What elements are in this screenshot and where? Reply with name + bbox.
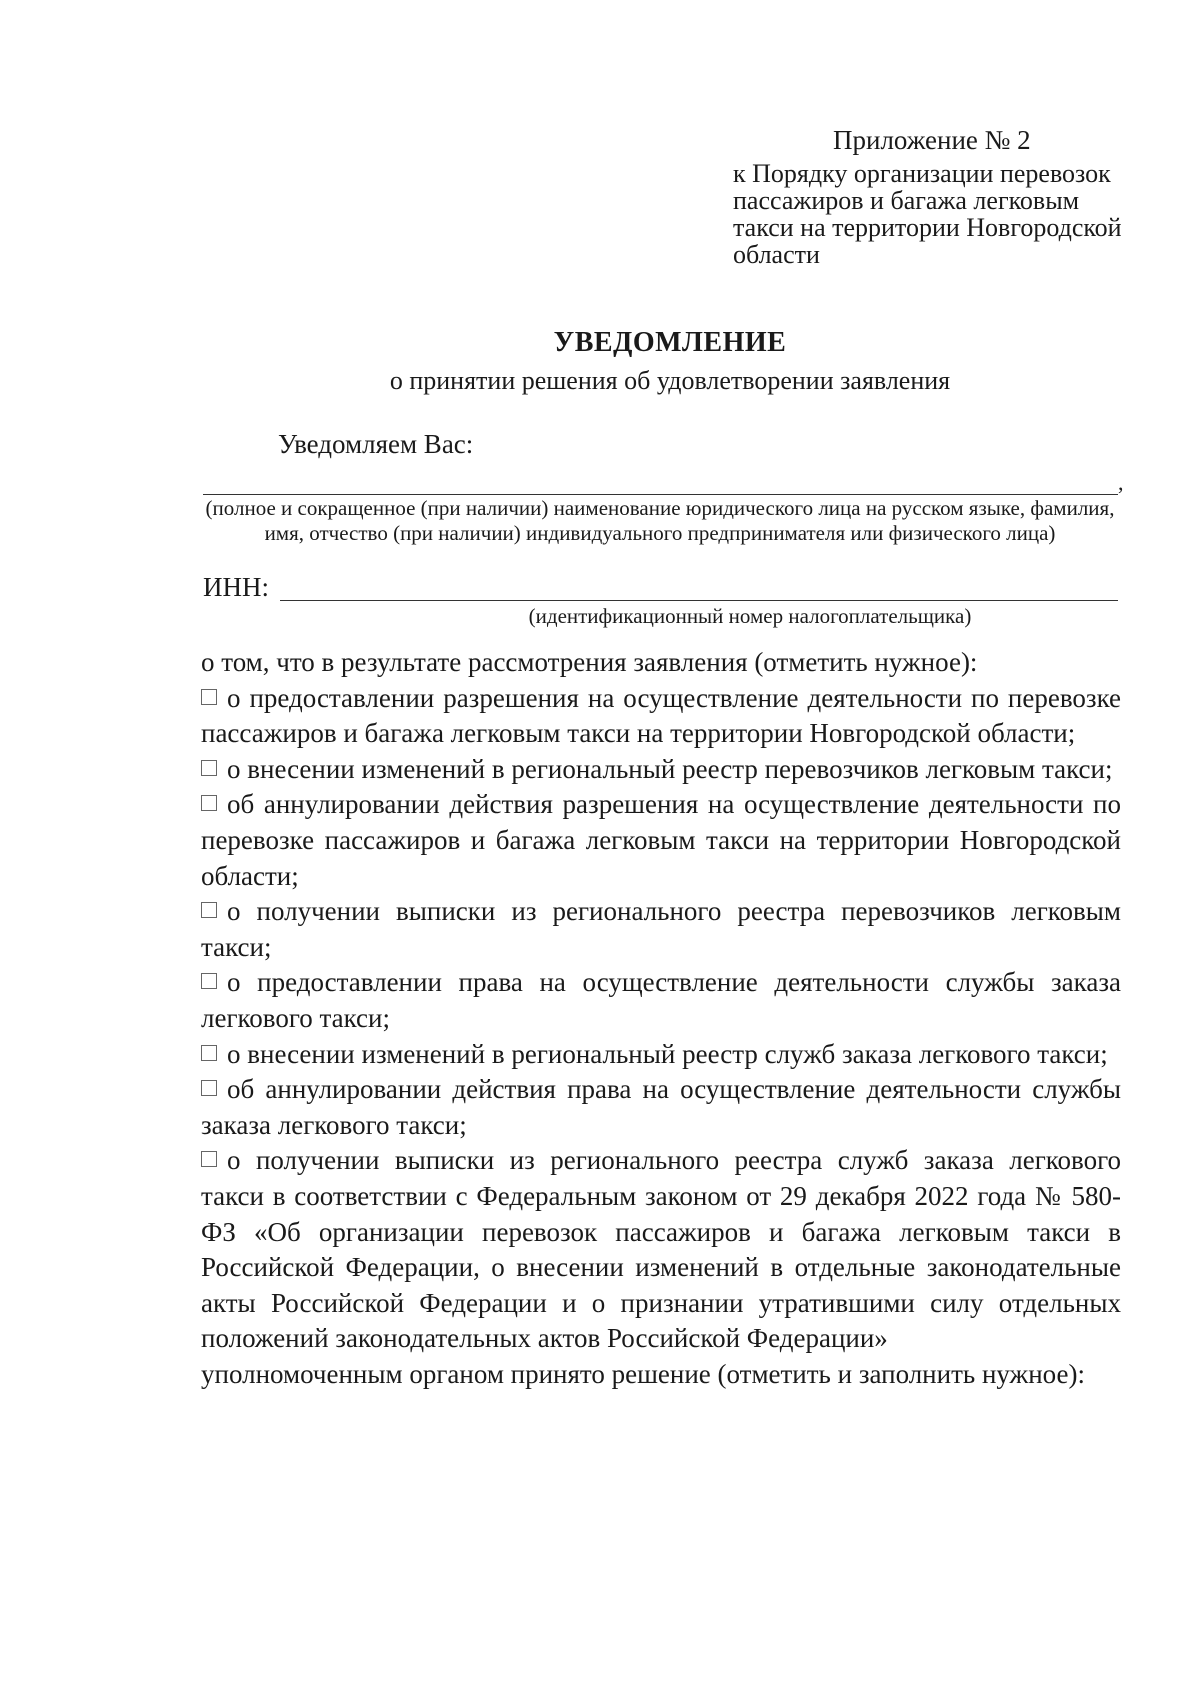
- appendix-block: [733, 124, 1133, 268]
- option-label: о предоставлении права на осуществление деятельности службы заказа легкового такси;: [201, 967, 1121, 1033]
- option-label: о внесении изменений в региональный реестр перевозчиков легковым такси;: [227, 753, 1113, 784]
- appendix-title: Приложение № 2: [833, 125, 1031, 155]
- appendix-text: к Порядку организации перевозок пассажиров и багажа легковым такси на территории Новгородской области: [733, 159, 1122, 269]
- checkbox[interactable]: [201, 1080, 217, 1096]
- applicant-caption: (полное и сокращенное (при наличии) наименование юридического лица на русском языке, фамилия, имя, отчество (при наличии) индивидуального предпринимателя или физического лица): [205, 496, 1115, 545]
- checkbox[interactable]: [201, 760, 217, 776]
- checkbox[interactable]: [201, 1151, 217, 1167]
- option-label: о предоставлении разрешения на осуществление деятельности по перевозке пассажиров и багажа легковым такси на территории Новгородской области;: [201, 682, 1121, 749]
- option-item: [201, 681, 1121, 752]
- option-item: [201, 1072, 1121, 1143]
- option-item: [201, 1037, 1121, 1073]
- option-item: [201, 965, 1121, 1036]
- inn-caption: (идентификационный номер налогоплательщика): [528, 604, 972, 628]
- document-title: УВЕДОМЛЕНИЕ: [553, 327, 787, 358]
- options-list: [201, 681, 1121, 1357]
- option-item: [201, 894, 1121, 965]
- inn-line[interactable]: [280, 600, 1118, 601]
- option-label: об аннулировании действия разрешения на осуществление деятельности по перевозке пассажиров и багажа легковым такси на территории Новгородской области;: [201, 789, 1121, 891]
- checkbox[interactable]: [201, 795, 217, 811]
- option-label: о получении выписки из регионального реестра перевозчиков легковым такси;: [201, 896, 1121, 962]
- option-label: об аннулировании действия права на осуществление деятельности службы заказа легкового такси;: [201, 1074, 1121, 1140]
- checkbox[interactable]: [201, 973, 217, 989]
- inn-label: ИНН:: [203, 572, 269, 602]
- notify-label: Уведомляем Вас:: [278, 429, 474, 459]
- checkbox[interactable]: [201, 689, 217, 705]
- applicant-name-line[interactable]: [203, 494, 1118, 495]
- intro-text: о том, что в результате рассмотрения заявления (отметить нужное):: [201, 647, 978, 677]
- trailing-comma: ,: [1118, 470, 1124, 495]
- option-label: о внесении изменений в региональный реестр служб заказа легкового такси;: [227, 1038, 1108, 1069]
- option-label: о получении выписки из регионального реестра служб заказа легкового такси в соответствии с Федеральным законом от 29 декабря 2022 года № 580-ФЗ «Об организации перевозок пассажиров и багажа легковым такси в Российской Федерации, о внесении изменений в отдельные законодательные акты Российской Федерации и о признании утратившими силу отдельных положений законодательных актов Российской Федерации»: [201, 1145, 1121, 1354]
- checkbox[interactable]: [201, 1045, 217, 1061]
- option-item: [201, 1143, 1121, 1357]
- decision-text: уполномоченным органом принято решение (отметить и заполнить нужное):: [201, 1358, 1085, 1389]
- checkbox[interactable]: [201, 902, 217, 918]
- document-subtitle: о принятии решения об удовлетворении заявления: [389, 366, 951, 395]
- option-item: [201, 752, 1121, 788]
- option-item: [201, 787, 1121, 894]
- body-text: [201, 645, 1121, 1392]
